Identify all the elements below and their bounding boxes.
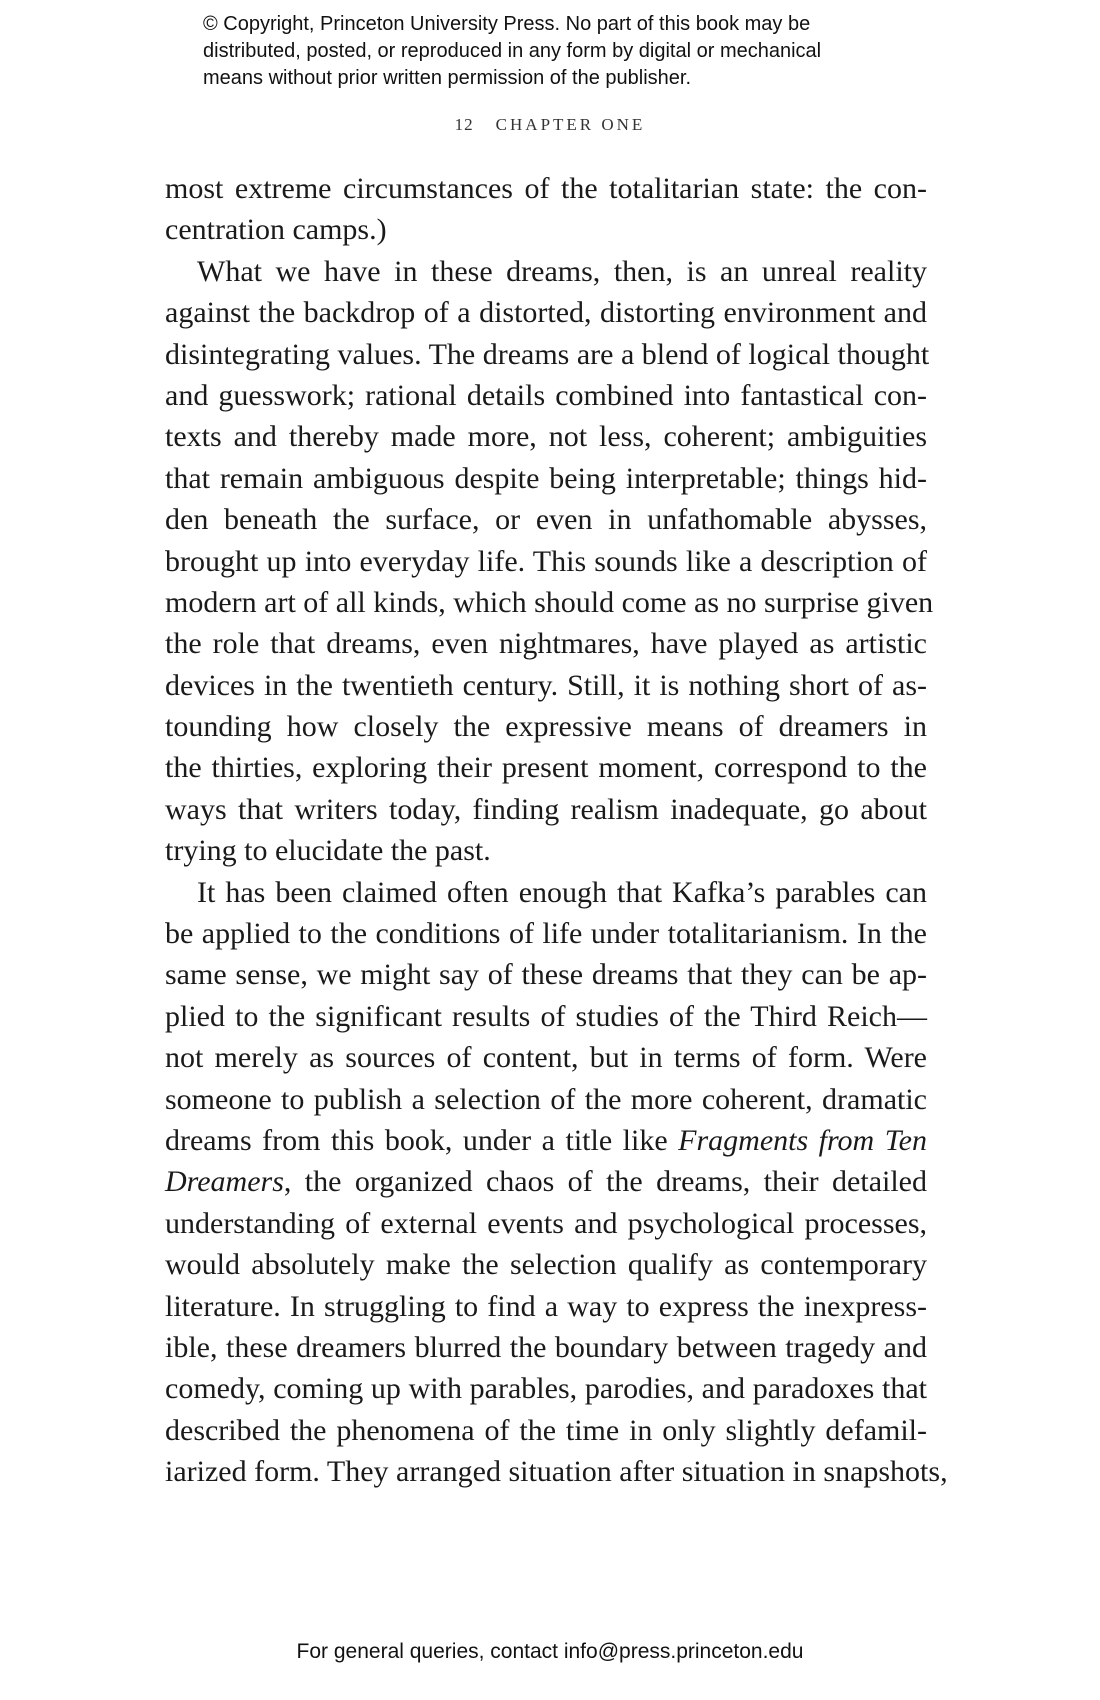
text-segment: , the organized chaos of the dreams, their detailed [283,1165,927,1199]
text-line: ways that writers today, finding realism inadequate, go about [165,792,927,826]
text-line: the role that dreams, even nightmares, have played as artistic [165,627,927,661]
page-number: 12 [454,115,474,134]
copyright-line: means without prior written permission of the publisher. [203,67,692,89]
text-line: plied to the significant results of studies of the Third Reich— [165,999,927,1033]
text-line: den beneath the surface, or even in unfathomable abysses, [165,503,927,537]
running-head [0,115,1100,135]
text-line: comedy, coming up with parables, parodies, and paradoxes that [165,1372,927,1406]
text-line [165,1161,927,1202]
text-line: most extreme circumstances of the totalitarian state: the con- [165,172,927,205]
text-line: be applied to the conditions of life under totalitarianism. In the [165,917,927,951]
body-text [165,168,948,1493]
text-line: disintegrating values. The dreams are a blend of logical thought [165,337,930,371]
text-line: devices in the twentieth century. Still, it is nothing short of as- [165,668,927,702]
italic-title: Dreamers [165,1165,284,1199]
italic-title: Fragments from Ten [678,1123,927,1157]
copyright-line: distributed, posted, or reproduced in any form by digital or mechanical [203,40,822,62]
text-line: What we have in these dreams, then, is an unreal reality [197,254,927,288]
text-line: tounding how closely the expressive means of dreamers in [165,710,927,744]
text-line: someone to publish a selection of the more coherent, dramatic [165,1082,927,1116]
text-line: described the phenomena of the time in only slightly defamil- [165,1413,927,1447]
text-segment: dreams from this book, under a title like [165,1123,679,1157]
text-line: same sense, we might say of these dreams that they can be ap- [165,958,927,992]
copyright-notice [203,11,923,92]
text-line: ible, these dreamers blurred the boundary between tragedy and [165,1330,927,1364]
text-line: centration camps.) [165,213,387,247]
text-line: literature. In struggling to find a way to express the inexpress- [165,1289,927,1323]
text-line: understanding of external events and psychological processes, [165,1206,927,1240]
text-line: against the backdrop of a distorted, distorting environment and [165,296,927,330]
text-line: not merely as sources of content, but in terms of form. Were [165,1041,927,1075]
text-line: the thirties, exploring their present moment, correspond to the [165,751,927,785]
text-line [165,1120,927,1161]
text-line: trying to elucidate the past. [165,834,491,868]
text-line: texts and thereby made more, not less, coherent; ambiguities [165,420,927,454]
text-line: and guesswork; rational details combined into fantastical con- [165,378,927,412]
copyright-line: © Copyright, Princeton University Press. No part of this book may be [203,13,811,35]
text-line: that remain ambiguous despite being interpretable; things hid- [165,461,927,495]
text-line: It has been claimed often enough that Kafka’s parables can [197,875,927,909]
text-line: brought up into everyday life. This sounds like a description of [165,544,927,578]
text-line: iarized form. They arranged situation after situation in snapshots, [165,1455,948,1489]
chapter-title: CHAPTER ONE [495,115,646,134]
footer-contact: For general queries, contact info@press.princeton.edu [296,1640,804,1663]
text-line: would absolutely make the selection qualify as contemporary [165,1248,927,1282]
text-line: modern art of all kinds, which should come as no surprise given [165,585,934,619]
